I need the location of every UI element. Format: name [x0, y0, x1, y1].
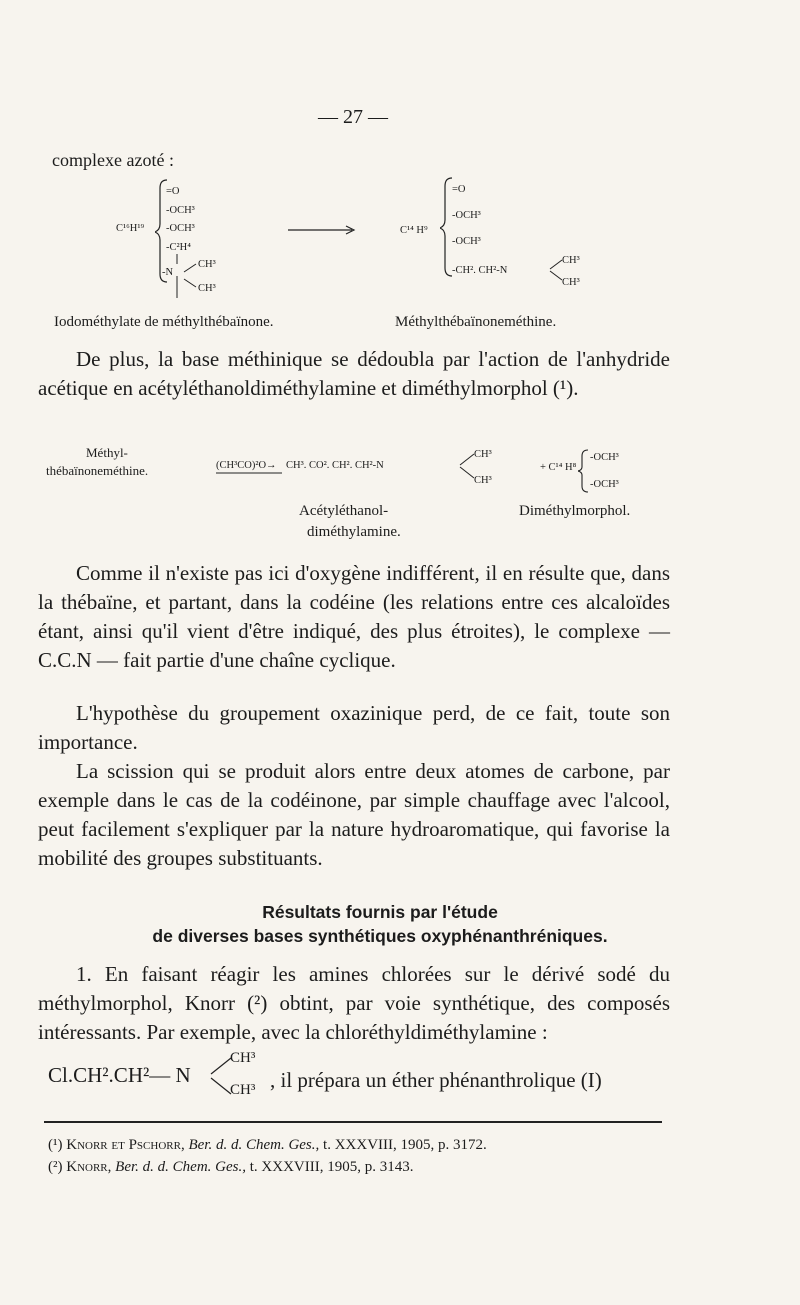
- left-formula-prefix: C¹⁶H¹⁹: [116, 223, 145, 234]
- footnote-1-authors: Knorr et Pschorr,: [66, 1137, 185, 1153]
- scheme2-methyl-1: CH³: [474, 449, 492, 460]
- footnote-2-ref: t. XXXVIII, 1905, p. 3143.: [249, 1159, 414, 1175]
- footnote-1-mark: (¹): [48, 1137, 63, 1153]
- footnote-2: [48, 1159, 413, 1176]
- left-compound-name: Iodométhylate de méthylthébaïnone.: [54, 314, 274, 330]
- paragraph-2: Comme il n'existe pas ici d'oxygène indifférent, il en résulte que, dans la thébaïne, et partant, dans la codéine (les relations entre ces alcaloïdes étant, ainsi qu'il vient d'être indiqué, des plus étroites), le complexe — C.C.N — fait partie d'une chaîne cyclique.: [38, 561, 670, 672]
- left-line-3: -OCH³: [166, 223, 195, 234]
- formula-tail-text: , il prépara un éther phénanthrolique (I): [270, 1068, 602, 1092]
- right-methyl-2: CH³: [562, 277, 580, 288]
- right-line-1: =O: [452, 184, 466, 195]
- reaction-arrow: [288, 224, 358, 236]
- scheme2-methyl-2: CH³: [474, 475, 492, 486]
- intro-text: complexe azoté :: [52, 150, 174, 170]
- left-line-1: =O: [166, 186, 180, 197]
- scheme2-name-2: Diméthylmorphol.: [519, 503, 631, 519]
- scheme2-name-1-line1: Acétyléthanol-: [299, 503, 389, 519]
- right-formula-prefix: C¹⁴ H⁹: [400, 225, 428, 236]
- formula-chain: Cl.CH².CH²— N: [48, 1063, 191, 1087]
- section-heading-line-2: de diverses bases synthétiques oxyphénanthréniques.: [152, 926, 608, 946]
- right-line-3: -OCH³: [452, 236, 481, 247]
- footnote-2-journal: Ber. d. d. Chem. Ges.,: [115, 1159, 246, 1175]
- footnote-2-mark: (²): [48, 1159, 63, 1175]
- scheme2-product-1: CH³. CO². CH². CH²-N: [286, 460, 384, 471]
- formula-methyl-1: CH³: [230, 1050, 256, 1066]
- left-methyl-1: CH³: [198, 259, 216, 270]
- footnote-rule: [44, 1119, 664, 1125]
- scheme2-name-1-line2: diméthylamine.: [307, 524, 401, 540]
- footnote-1-journal: Ber. d. d. Chem. Ges.,: [188, 1137, 320, 1153]
- footnote-1: [48, 1137, 487, 1154]
- scheme2-start-line-2: thébaïnoneméthine.: [46, 463, 149, 478]
- scheme2-arrow-line: [216, 471, 284, 475]
- paragraph-4: La scission qui se produit alors entre deux atomes de carbone, par exemple dans le cas de la codéinone, par simple chauffage avec l'alcool, peut facilement s'expliquer par la nature hydroaromatique, qui favorise la mobilité des groupes substituants.: [38, 759, 670, 870]
- left-methyl-2: CH³: [198, 283, 216, 294]
- right-methyl-1: CH³: [562, 255, 580, 266]
- scheme2-arrow-label: (CH³CO)²O→: [216, 460, 277, 471]
- paragraph-1: De plus, la base méthinique se dédoubla par l'action de l'anhydride acétique en acétyléthanoldiméthylamine et diméthylmorphol (¹).: [38, 347, 670, 400]
- section-heading-line-1: Résultats fournis par l'étude: [262, 902, 498, 922]
- paragraph-5: 1. En faisant réagir les amines chlorées sur le dérivé sodé du méthylmorphol, Knorr (²) obtint, par voie synthétique, des composés intéressants. Par exemple, avec la chloréthyldiméthylamine :: [38, 962, 670, 1044]
- paragraph-3: L'hypothèse du groupement oxazinique perd, de ce fait, toute son importance.: [38, 701, 670, 754]
- scheme2-product2-line1: -OCH³: [590, 452, 619, 463]
- scheme2-start-line-1: Méthyl-: [86, 445, 128, 460]
- right-compound-name: Méthylthébaïnoneméthine.: [395, 314, 557, 330]
- scheme2-product2-line2: -OCH³: [590, 479, 619, 490]
- scheme2-brace: [578, 448, 590, 494]
- formula-methyl-2: CH³: [230, 1082, 256, 1098]
- page-number: — 27 —: [318, 106, 388, 128]
- scheme2-plus: + C¹⁴ H⁸: [540, 462, 577, 473]
- left-line-2: -OCH³: [166, 205, 195, 216]
- left-n: -N: [162, 267, 174, 278]
- right-line-2: -OCH³: [452, 210, 481, 221]
- footnote-2-authors: Knorr,: [66, 1159, 112, 1175]
- footnote-1-ref: t. XXXVIII, 1905, p. 3172.: [323, 1137, 487, 1153]
- right-chain: -CH². CH²-N: [452, 265, 508, 276]
- left-line-4: -C²H⁴: [166, 242, 191, 253]
